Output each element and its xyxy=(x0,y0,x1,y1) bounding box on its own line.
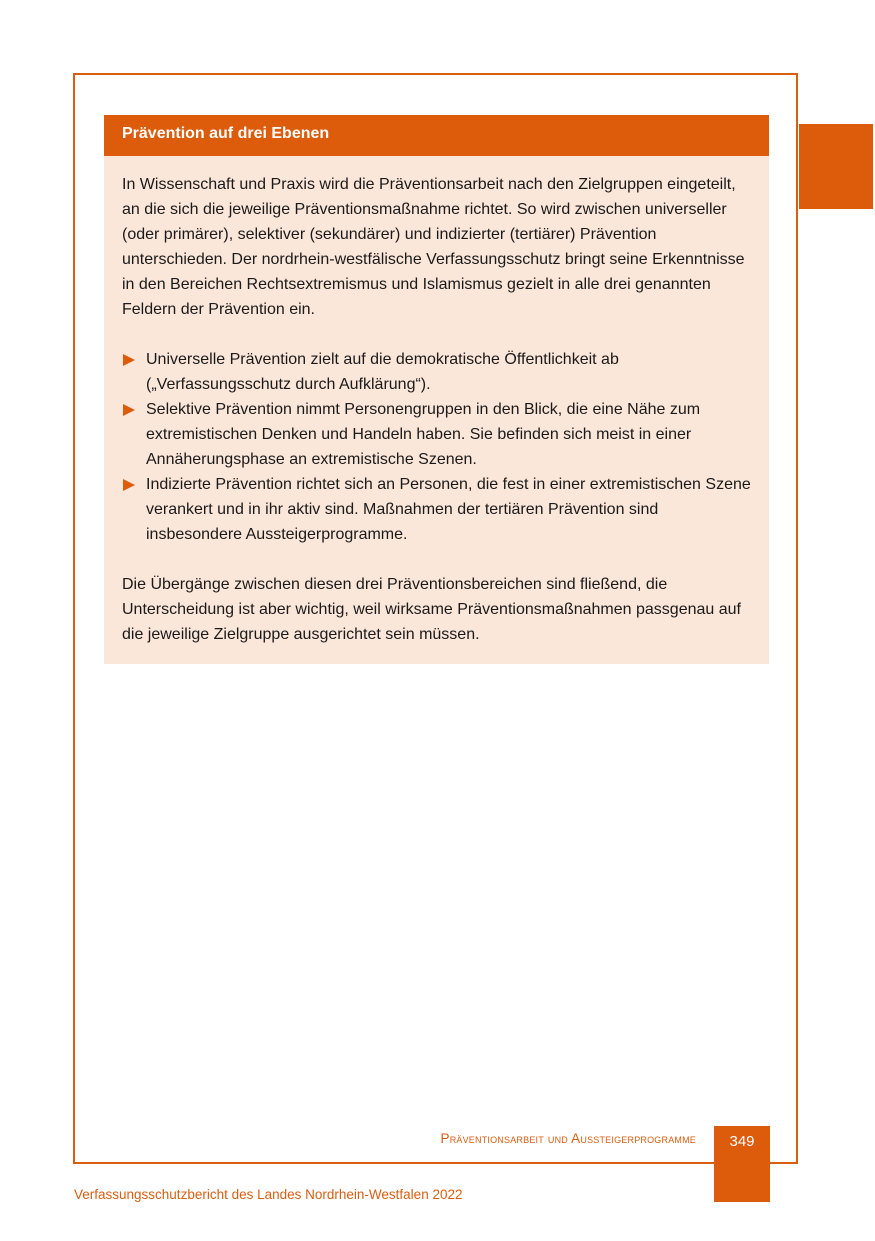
prevention-levels-list xyxy=(122,347,751,547)
page-number: 349 xyxy=(714,1126,770,1202)
list-item xyxy=(122,397,751,472)
list-item-text: Universelle Prävention zielt auf die demokratische Öffentlichkeit ab („Verfassungsschutz durch Aufklärung“). xyxy=(146,351,619,393)
chapter-side-tab xyxy=(799,124,873,209)
publication-title: Verfassungsschutzbericht des Landes Nordrhein-Westfalen 2022 xyxy=(74,1187,463,1202)
list-item-text: Selektive Prävention nimmt Personengruppen in den Blick, die eine Nähe zum extremistischen Denken und Handeln haben. Sie befinden sich meist in einer Annäherungsphase an extremistische Szenen. xyxy=(146,401,701,468)
info-box-body xyxy=(104,156,769,664)
intro-paragraph: In Wissenschaft und Praxis wird die Präventionsarbeit nach den Zielgruppen eingeteilt, an die sich die jeweilige Präventionsmaßnahme richtet. So wird zwischen universeller (oder primärer), selektiver (sekundärer) und indizierter (tertiärer) Prävention unterschieden. Der nordrhein-westfälische Verfassungsschutz bringt seine Erkenntnisse in den Bereichen Rechtsextremismus und Islamismus gezielt in alle drei genannten Feldern der Prävention ein. xyxy=(122,176,745,318)
list-item xyxy=(122,472,751,547)
triangle-bullet-icon xyxy=(123,404,135,416)
info-box-title: Prävention auf drei Ebenen xyxy=(104,115,769,156)
triangle-bullet-icon xyxy=(123,479,135,491)
triangle-bullet-icon xyxy=(123,354,135,366)
running-footer-title: Präventionsarbeit und Aussteigerprogramme xyxy=(440,1131,696,1146)
list-item xyxy=(122,347,751,397)
list-item-text: Indizierte Prävention richtet sich an Personen, die fest in einer extremistischen Szene verankert und in ihr aktiv sind. Maßnahmen der tertiären Prävention sind insbesondere Aussteigerprogramme. xyxy=(146,476,751,543)
conclusion-paragraph: Die Übergänge zwischen diesen drei Präventionsbereichen sind fließend, die Unterscheidung ist aber wichtig, weil wirksame Präventionsmaßnahmen passgenau auf die jeweilige Zielgruppe ausgerichtet sein müssen. xyxy=(122,576,741,643)
